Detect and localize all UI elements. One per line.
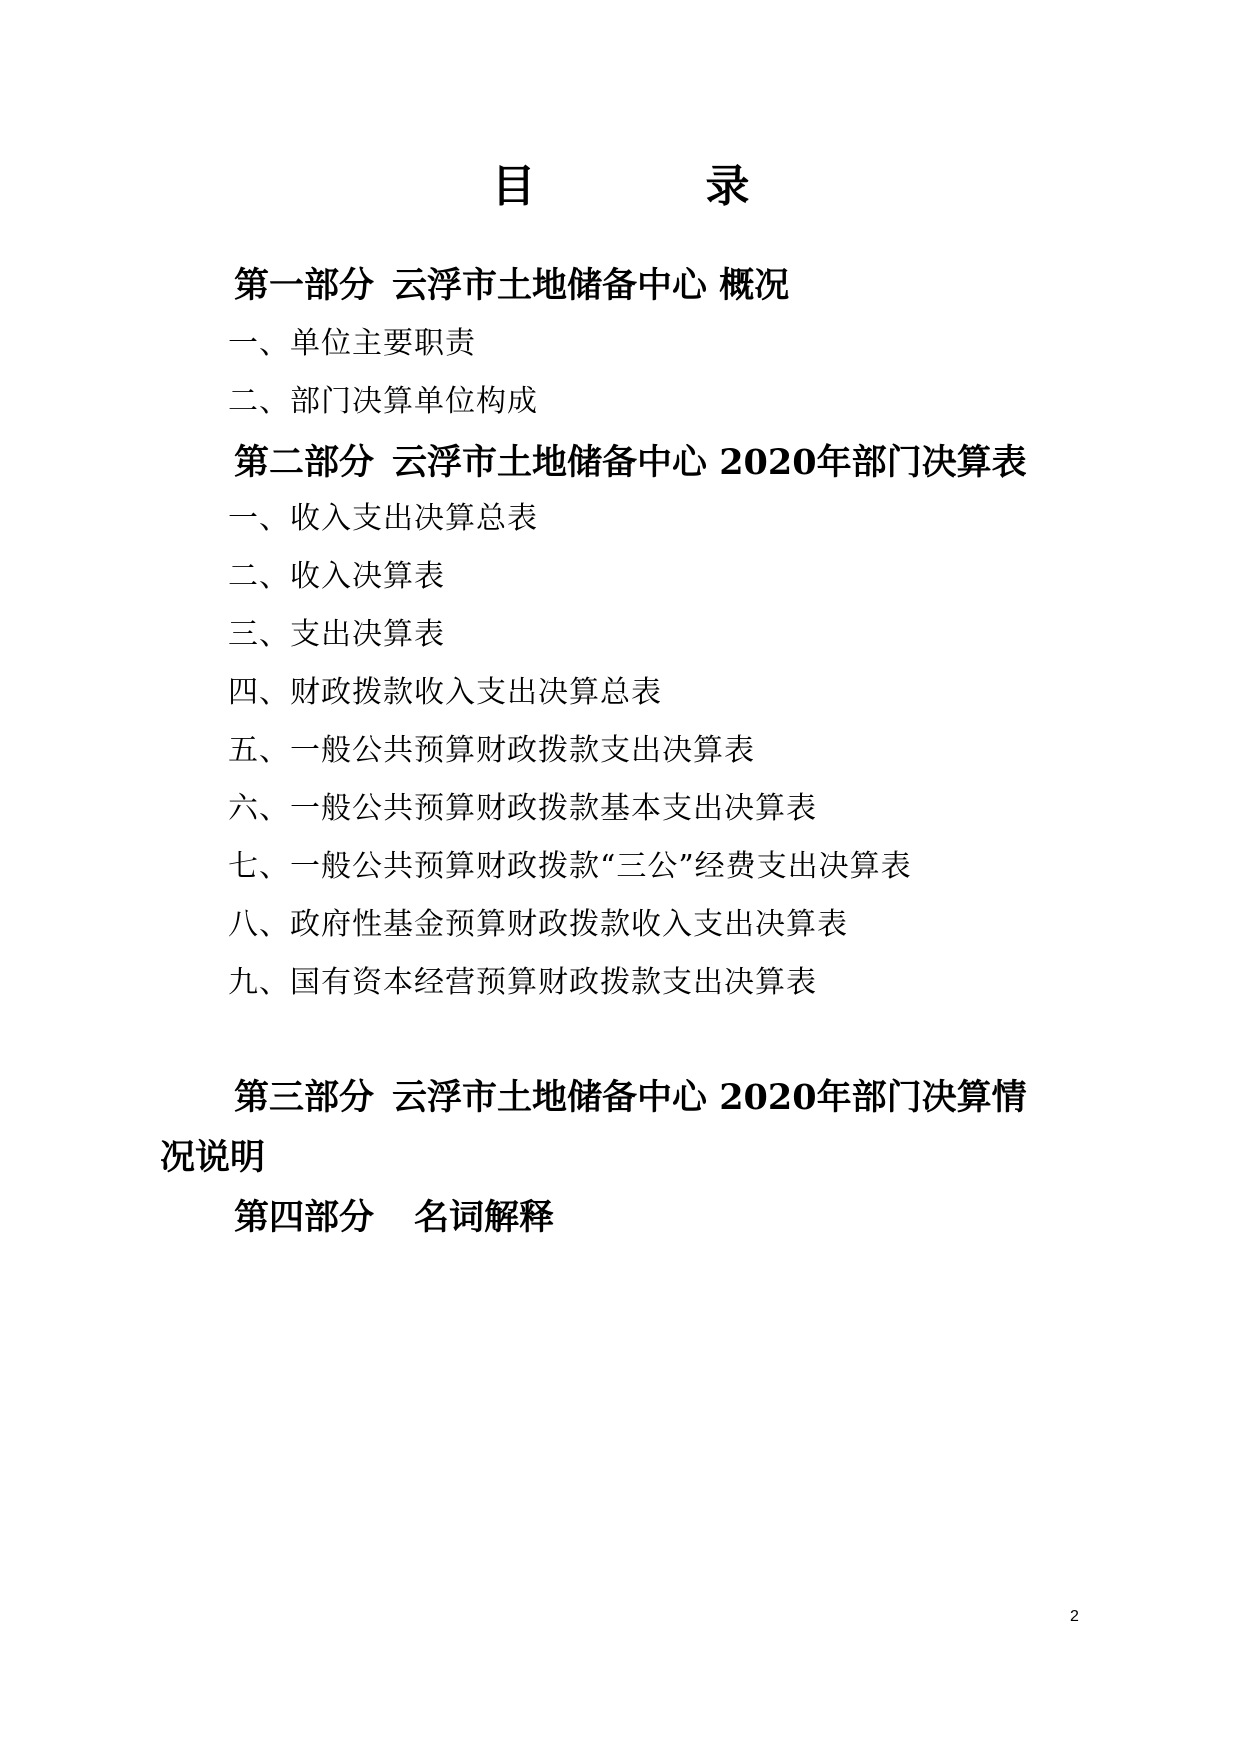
part-2-heading [234,435,1027,485]
part-2-label: 第二部分 [234,442,375,483]
part-3-heading [160,1068,1060,1188]
part-2-item: 八、政府性基金预算财政拨款收入支出决算表 [228,907,848,942]
page-number: 2 [1070,1608,1079,1625]
part-3-label: 第三部分 [234,1077,375,1118]
part-2-item: 九、国有资本经营预算财政拨款支出决算表 [228,965,817,1000]
part-2-item: 三、支出决算表 [228,617,445,652]
page-title [0,150,1241,214]
part-2-item: 五、一般公共预算财政拨款支出决算表 [228,733,755,768]
part-1-label: 第一部分 [234,265,375,306]
part-2-item: 七、一般公共预算财政拨款“三公”经费支出决算表 [228,849,912,884]
title-char-2: 录 [705,161,750,212]
part-4-heading [234,1190,554,1240]
part-1-item: 一、单位主要职责 [228,326,476,361]
part-1-item: 二、部门决算单位构成 [228,384,538,419]
title-char-1: 目 [491,161,536,212]
part-2-item: 二、收入决算表 [228,559,445,594]
part-1-text: 云浮市土地储备中心 概况 [392,265,790,306]
part-2-text: 云浮市土地储备中心 2020年部门决算表 [392,442,1027,483]
part-1-heading [234,258,789,308]
part-4-text: 名词解释 [414,1197,555,1238]
part-2-item: 四、财政拨款收入支出决算总表 [228,675,662,710]
part-3-text: 云浮市土地储备中心 2020年部门决算情况说明 [160,1077,1027,1178]
part-4-label: 第四部分 [234,1197,375,1238]
part-2-item: 六、一般公共预算财政拨款基本支出决算表 [228,791,817,826]
part-2-item: 一、收入支出决算总表 [228,501,538,536]
